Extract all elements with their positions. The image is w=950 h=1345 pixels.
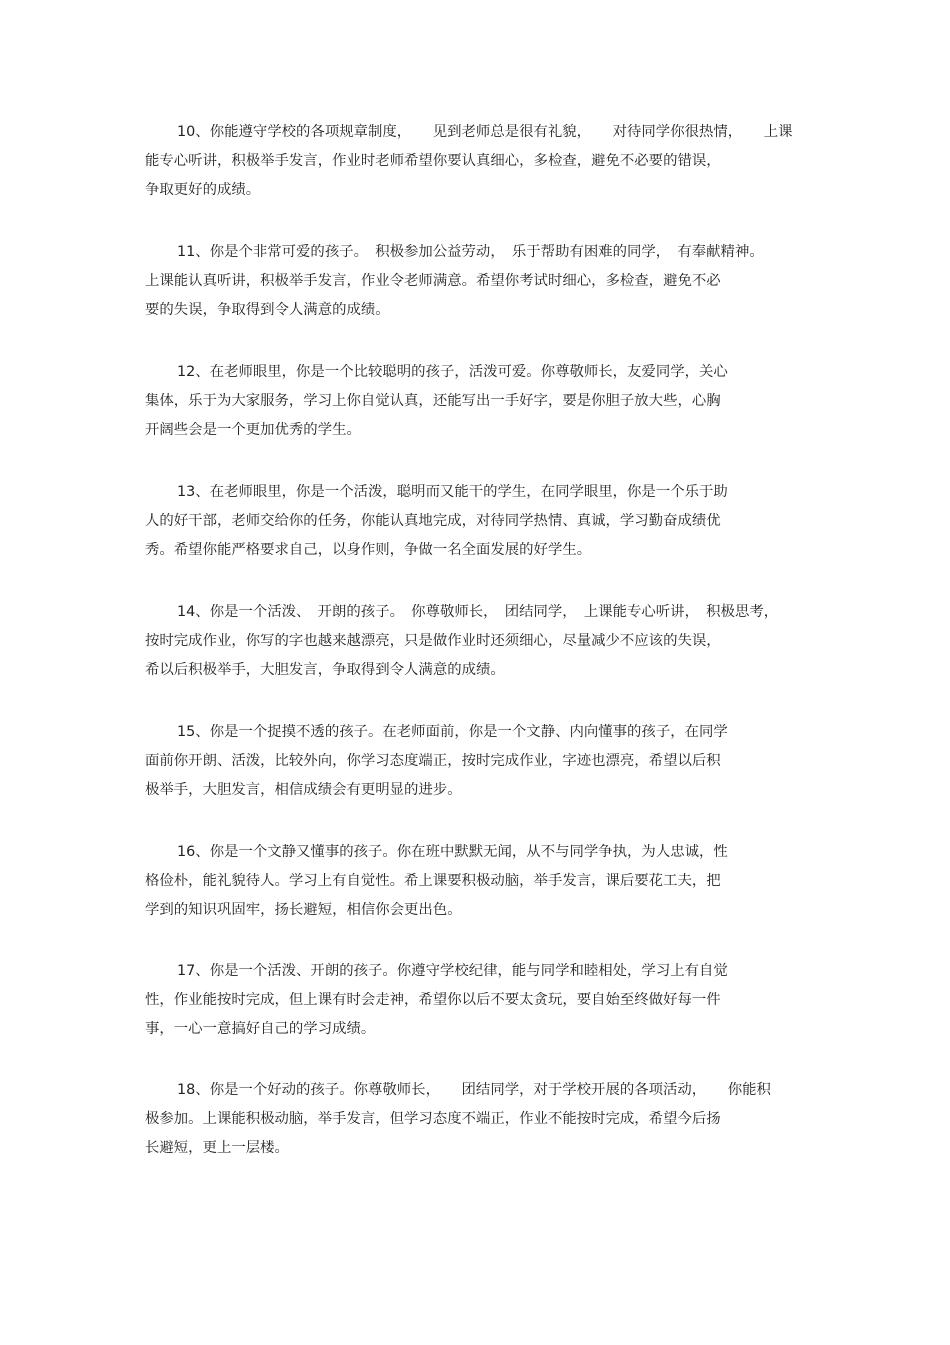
paragraph-line: 按时完成作业，你写的字也越来越漂亮，只是做作业时还须细心，尽量减少不应该的失误， — [145, 633, 721, 649]
paragraph-10 — [145, 118, 815, 205]
paragraph-12 — [145, 358, 815, 445]
paragraph-line: 长避短，更上一层楼。 — [145, 1140, 289, 1156]
paragraph-line: 秀。希望你能严格要求自己，以身作则，争做一名全面发展的好学生。 — [145, 542, 592, 558]
paragraph-line: 16、你是一个文静又懂事的孩子。你在班中默默无闻，从不与同学争执，为人忠诚，性 — [177, 844, 728, 860]
paragraph-line: 开阔些会是一个更加优秀的学生。 — [145, 422, 361, 438]
paragraph-line: 10、你能遵守学校的各项规章制度， 见到老师总是很有礼貌， 对待同学你很热情， 上课 — [177, 124, 793, 140]
paragraph-line: 上课能认真听讲，积极举手发言，作业令老师满意。希望你考试时细心，多检查，避免不必 — [145, 273, 721, 289]
paragraph-16 — [145, 838, 815, 925]
paragraph-line: 15、你是一个捉摸不透的孩子。在老师面前，你是一个文静、内向懂事的孩子，在同学 — [177, 724, 728, 740]
paragraph-line: 12、在老师眼里，你是一个比较聪明的孩子，活泼可爱。你尊敬师长，友爱同学，关心 — [177, 364, 728, 380]
paragraph-line: 事，一心一意搞好自己的学习成绩。 — [145, 1021, 376, 1037]
paragraph-line: 希以后积极举手，大胆发言，争取得到令人满意的成绩。 — [145, 662, 505, 678]
paragraph-line: 11、你是个非常可爱的孩子。 积极参加公益劳动， 乐于帮助有困难的同学， 有奉献精神。 — [177, 244, 764, 260]
paragraph-line: 极参加。上课能积极动脑，举手发言，但学习态度不端正，作业不能按时完成，希望今后扬 — [145, 1111, 721, 1127]
paragraph-line: 格俭朴，能礼貌待人。学习上有自觉性。希上课要积极动脑，举手发言，课后要花工夫，把 — [145, 873, 721, 889]
paragraph-line: 极举手，大胆发言，相信成绩会有更明显的进步。 — [145, 782, 462, 798]
paragraph-18 — [145, 1076, 815, 1163]
paragraph-line: 能专心听讲，积极举手发言，作业时老师希望你要认真细心，多检查，避免不必要的错误， — [145, 153, 721, 169]
paragraph-15 — [145, 718, 815, 805]
paragraph-13 — [145, 478, 815, 565]
paragraph-17 — [145, 957, 815, 1044]
paragraph-line: 集体，乐于为大家服务，学习上你自觉认真，还能写出一手好字，要是你胆子放大些，心胸 — [145, 393, 721, 409]
paragraph-11 — [145, 238, 815, 325]
paragraph-line: 争取更好的成绩。 — [145, 182, 261, 198]
paragraph-line: 18、你是一个好动的孩子。你尊敬师长， 团结同学，对于学校开展的各项活动， 你能积 — [177, 1082, 771, 1098]
paragraph-line: 性，作业能按时完成，但上课有时会走神，希望你以后不要太贪玩，要自始至终做好每一件 — [145, 992, 721, 1008]
paragraph-line: 要的失误，争取得到令人满意的成绩。 — [145, 302, 390, 318]
paragraph-line: 17、你是一个活泼、开朗的孩子。你遵守学校纪律，能与同学和睦相处，学习上有自觉 — [177, 963, 728, 979]
paragraph-14 — [145, 598, 815, 685]
paragraph-line: 14、你是一个活泼、 开朗的孩子。 你尊敬师长， 团结同学， 上课能专心听讲， 积极思考， — [177, 604, 779, 620]
paragraph-line: 13、在老师眼里，你是一个活泼，聪明而又能干的学生，在同学眼里，你是一个乐于助 — [177, 484, 728, 500]
paragraph-line: 人的好干部，老师交给你的任务，你能认真地完成，对待同学热情、真诚，学习勤奋成绩优 — [145, 513, 721, 529]
paragraph-line: 学到的知识巩固牢，扬长避短，相信你会更出色。 — [145, 902, 462, 918]
paragraph-line: 面前你开朗、活泼，比较外向，你学习态度端正，按时完成作业，字迹也漂亮，希望以后积 — [145, 753, 721, 769]
